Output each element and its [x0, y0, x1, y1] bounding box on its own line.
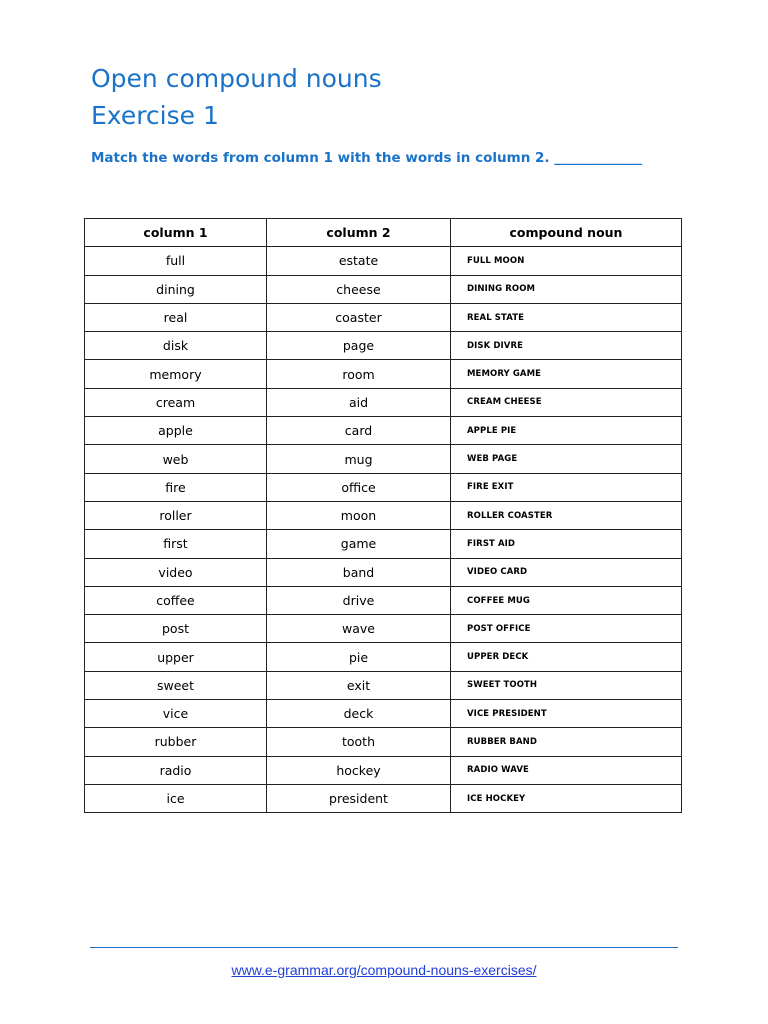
- compound-noun-cell: APPLE PIE: [451, 417, 682, 445]
- column-header-compound-noun: compound noun: [451, 219, 682, 247]
- table-row: [85, 756, 682, 784]
- table-row: [85, 671, 682, 699]
- column-1-cell: first: [85, 530, 267, 558]
- column-1-cell: roller: [85, 501, 267, 529]
- instruction-text: Match the words from column 1 with the words in column 2. _____________: [91, 150, 642, 166]
- table-row: [85, 417, 682, 445]
- table-row: [85, 303, 682, 331]
- footer-link[interactable]: www.e-grammar.org/compound-nouns-exercises/: [231, 962, 537, 978]
- compound-noun-cell: ROLLER COASTER: [451, 501, 682, 529]
- compound-noun-cell: COFFEE MUG: [451, 586, 682, 614]
- footer-divider: [90, 947, 678, 948]
- compound-noun-cell: MEMORY GAME: [451, 360, 682, 388]
- column-2-cell: mug: [267, 445, 451, 473]
- column-2-cell: drive: [267, 586, 451, 614]
- table-row: [85, 784, 682, 812]
- table-row: [85, 332, 682, 360]
- table-row: [85, 558, 682, 586]
- column-1-cell: apple: [85, 417, 267, 445]
- column-1-cell: disk: [85, 332, 267, 360]
- compound-noun-cell: ICE HOCKEY: [451, 784, 682, 812]
- table-row: [85, 247, 682, 275]
- table-row: [85, 586, 682, 614]
- table-header-row: [85, 219, 682, 247]
- column-2-cell: hockey: [267, 756, 451, 784]
- column-1-cell: cream: [85, 388, 267, 416]
- compound-noun-cell: REAL STATE: [451, 303, 682, 331]
- compound-noun-cell: DINING ROOM: [451, 275, 682, 303]
- table-row: [85, 275, 682, 303]
- column-1-cell: post: [85, 615, 267, 643]
- column-header-2: column 2: [267, 219, 451, 247]
- column-1-cell: real: [85, 303, 267, 331]
- column-2-cell: page: [267, 332, 451, 360]
- compound-noun-cell: VICE PRESIDENT: [451, 700, 682, 728]
- column-1-cell: video: [85, 558, 267, 586]
- compound-noun-cell: FIRST AID: [451, 530, 682, 558]
- column-2-cell: pie: [267, 643, 451, 671]
- exercise-table: [84, 218, 682, 813]
- page-title: [91, 60, 382, 134]
- table-row: [85, 388, 682, 416]
- column-2-cell: card: [267, 417, 451, 445]
- column-2-cell: exit: [267, 671, 451, 699]
- column-2-cell: aid: [267, 388, 451, 416]
- title-line-1: Open compound nouns: [91, 64, 382, 93]
- column-1-cell: radio: [85, 756, 267, 784]
- column-1-cell: sweet: [85, 671, 267, 699]
- table-row: [85, 700, 682, 728]
- table-row: [85, 615, 682, 643]
- compound-noun-cell: VIDEO CARD: [451, 558, 682, 586]
- title-line-2: Exercise 1: [91, 101, 219, 130]
- table-row: [85, 530, 682, 558]
- column-2-cell: coaster: [267, 303, 451, 331]
- column-2-cell: estate: [267, 247, 451, 275]
- column-1-cell: rubber: [85, 728, 267, 756]
- compound-noun-cell: POST OFFICE: [451, 615, 682, 643]
- column-2-cell: office: [267, 473, 451, 501]
- column-1-cell: coffee: [85, 586, 267, 614]
- table-row: [85, 643, 682, 671]
- compound-noun-cell: RADIO WAVE: [451, 756, 682, 784]
- column-1-cell: ice: [85, 784, 267, 812]
- column-1-cell: fire: [85, 473, 267, 501]
- column-2-cell: cheese: [267, 275, 451, 303]
- column-1-cell: full: [85, 247, 267, 275]
- table-row: [85, 360, 682, 388]
- column-2-cell: band: [267, 558, 451, 586]
- compound-noun-cell: FIRE EXIT: [451, 473, 682, 501]
- compound-noun-cell: DISK DIVRE: [451, 332, 682, 360]
- compound-noun-cell: WEB PAGE: [451, 445, 682, 473]
- table-row: [85, 501, 682, 529]
- compound-noun-cell: FULL MOON: [451, 247, 682, 275]
- column-2-cell: wave: [267, 615, 451, 643]
- compound-noun-cell: CREAM CHEESE: [451, 388, 682, 416]
- column-1-cell: upper: [85, 643, 267, 671]
- column-2-cell: game: [267, 530, 451, 558]
- column-2-cell: moon: [267, 501, 451, 529]
- column-1-cell: vice: [85, 700, 267, 728]
- column-1-cell: dining: [85, 275, 267, 303]
- column-header-1: column 1: [85, 219, 267, 247]
- compound-noun-cell: RUBBER BAND: [451, 728, 682, 756]
- column-2-cell: president: [267, 784, 451, 812]
- table-row: [85, 445, 682, 473]
- column-2-cell: tooth: [267, 728, 451, 756]
- compound-noun-cell: UPPER DECK: [451, 643, 682, 671]
- column-2-cell: deck: [267, 700, 451, 728]
- column-1-cell: memory: [85, 360, 267, 388]
- table-row: [85, 728, 682, 756]
- column-2-cell: room: [267, 360, 451, 388]
- column-1-cell: web: [85, 445, 267, 473]
- compound-noun-cell: SWEET TOOTH: [451, 671, 682, 699]
- table-row: [85, 473, 682, 501]
